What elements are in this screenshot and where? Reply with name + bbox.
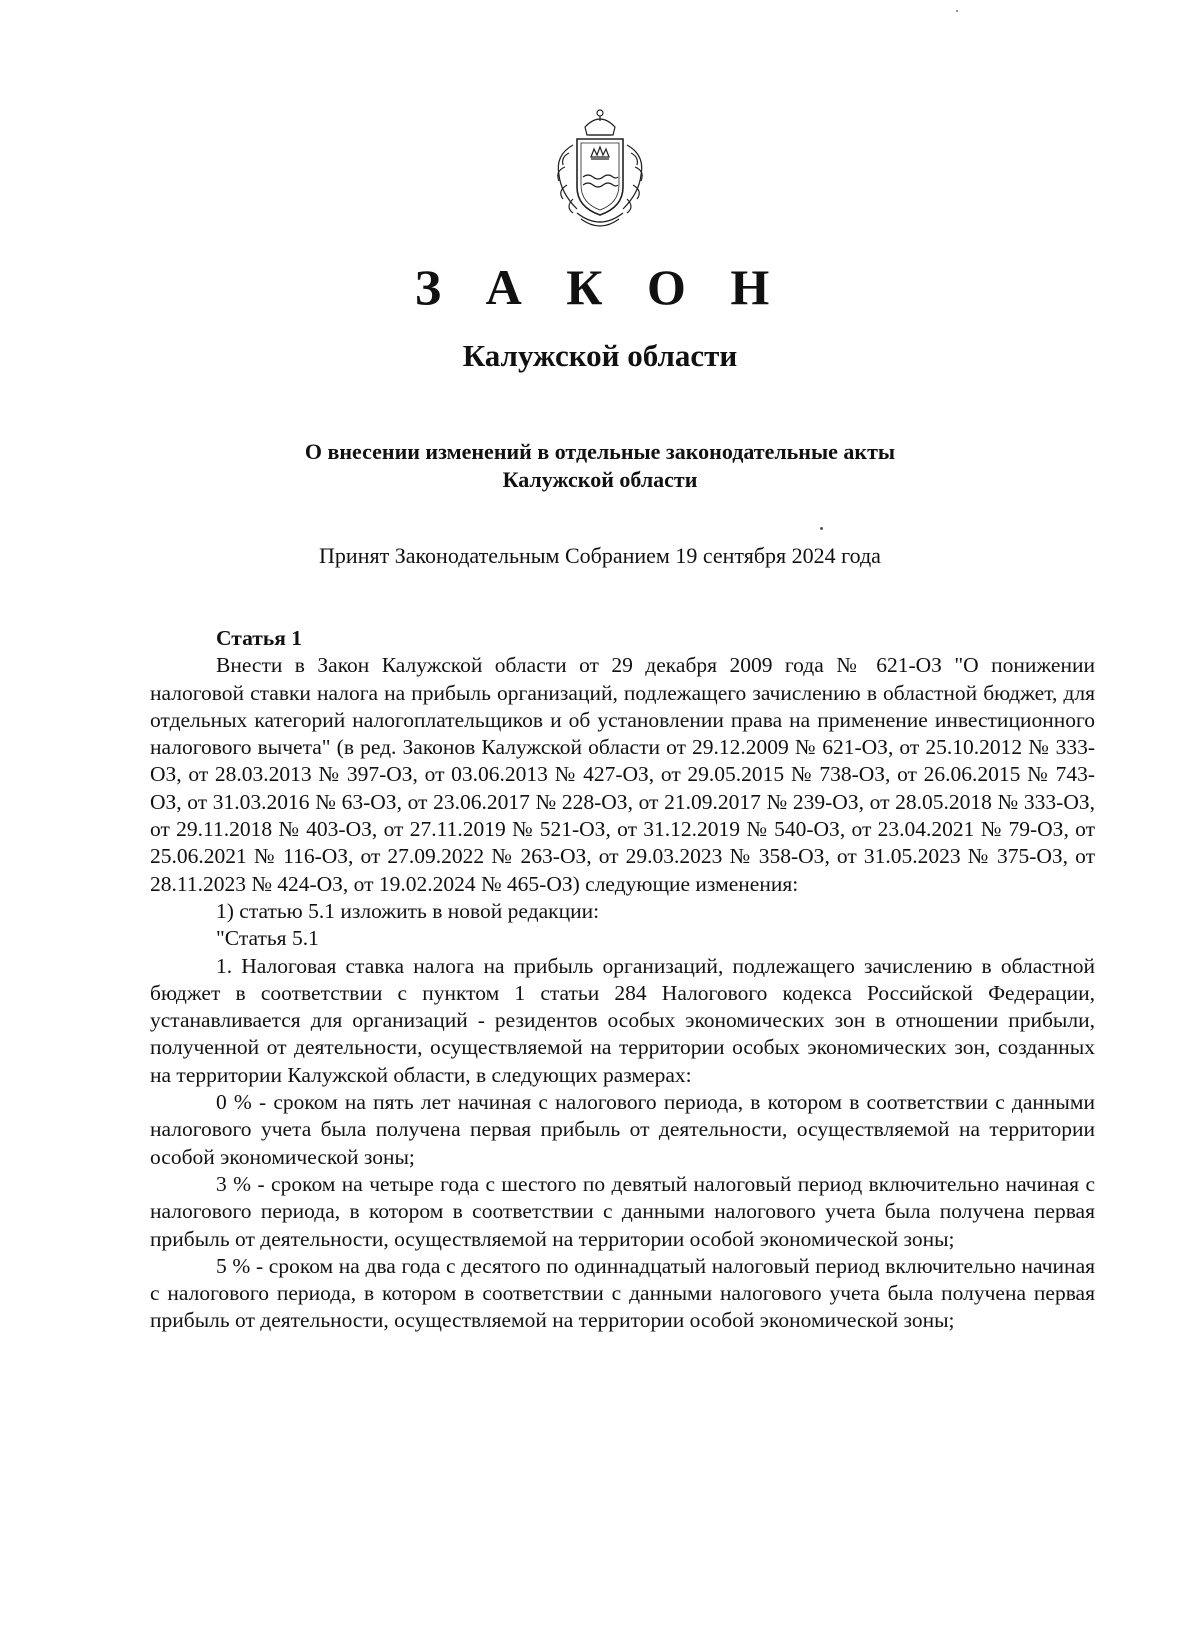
law-title: З А К О Н: [414, 259, 786, 315]
law-heading: [150, 438, 1050, 494]
body-paragraph: 0 % - сроком на пять лет начиная с налогового периода, в котором в соответствии с данными налогового учета была получена первая прибыль от деятельности, осуществляемой на территории особой экономической зоны;: [150, 1090, 1095, 1169]
body-paragraph: 3 % - сроком на четыре года с шестого по девятый налоговый период включительно начиная с налогового периода, в котором в соответствии с данными налогового учета была получена первая прибыль от деятельности, осуществляемой на территории особой экономической зоны;: [150, 1171, 1095, 1251]
adoption-date: Принят Законодательным Собранием 19 сентября 2024 года: [319, 543, 881, 568]
article-title: Статья 1: [216, 626, 302, 650]
law-heading-line-2: Калужской области: [502, 467, 698, 492]
body-paragraph: 5 % - сроком на два года с десятого по одиннадцатый налоговый период включительно начиная с налогового периода, в котором в соответствии с данными налогового учета была получена первая прибыль от деятельности, осуществляемой на территории особой экономической зоны;: [150, 1253, 1095, 1333]
body-paragraph: 1. Налоговая ставка налога на прибыль организаций, подлежащего зачислению в областной бюджет в соответствии с пунктом 1 статьи 284 Налогового кодекса Российской Федерации, устанавливается для организаций - резидентов особых экономических зон в отношении прибыли, полученной от деятельности, осуществляемой на территории особых экономических зон, созданных на территории Калужской области, в следующих размерах:: [150, 953, 1095, 1087]
kaluga-coat-of-arms-icon: [525, 105, 675, 235]
scan-speck: [956, 10, 958, 12]
law-body: [150, 625, 1095, 1335]
scan-speck: [820, 527, 823, 530]
law-region: Калужской области: [462, 338, 738, 373]
body-paragraph: "Статья 5.1: [216, 926, 319, 951]
body-paragraph: Внести в Закон Калужской области от 29 декабря 2009 года № 621-ОЗ "О понижении налоговой ставки налога на прибыль организаций, подлежащего зачислению в областной бюджет, для отдельных категорий налогоплательщиков и об установлении права на применение инвестиционного налогового вычета" (в ред. Законов Калужской области от 29.12.2009 № 621-ОЗ, от 25.10.2012 № 333-ОЗ, от 28.03.2013 № 397-ОЗ, от 03.06.2013 № 427-ОЗ, от 29.05.2015 № 738-ОЗ, от 26.06.2015 № 743-ОЗ, от 31.03.2016 № 63-ОЗ, от 23.06.2017 № 228-ОЗ, от 21.09.2017 № 239-ОЗ, от 28.05.2018 № 333-ОЗ, от 29.11.2018 № 403-ОЗ, от 27.11.2019 № 521-ОЗ, от 31.12.2019 № 540-ОЗ, от 23.04.2021 № 79-ОЗ, от 25.06.2021 № 116-ОЗ, от 27.09.2022 № 263-ОЗ, от 29.03.2023 № 358-ОЗ, от 31.05.2023 № 375-ОЗ, от 28.11.2023 № 424-ОЗ, от 19.02.2024 № 465-ОЗ) следующие изменения:: [150, 653, 1095, 896]
body-paragraph: 1) статью 5.1 изложить в новой редакции:: [216, 898, 600, 923]
law-heading-line-1: О внесении изменений в отдельные законодательные акты: [304, 439, 896, 464]
